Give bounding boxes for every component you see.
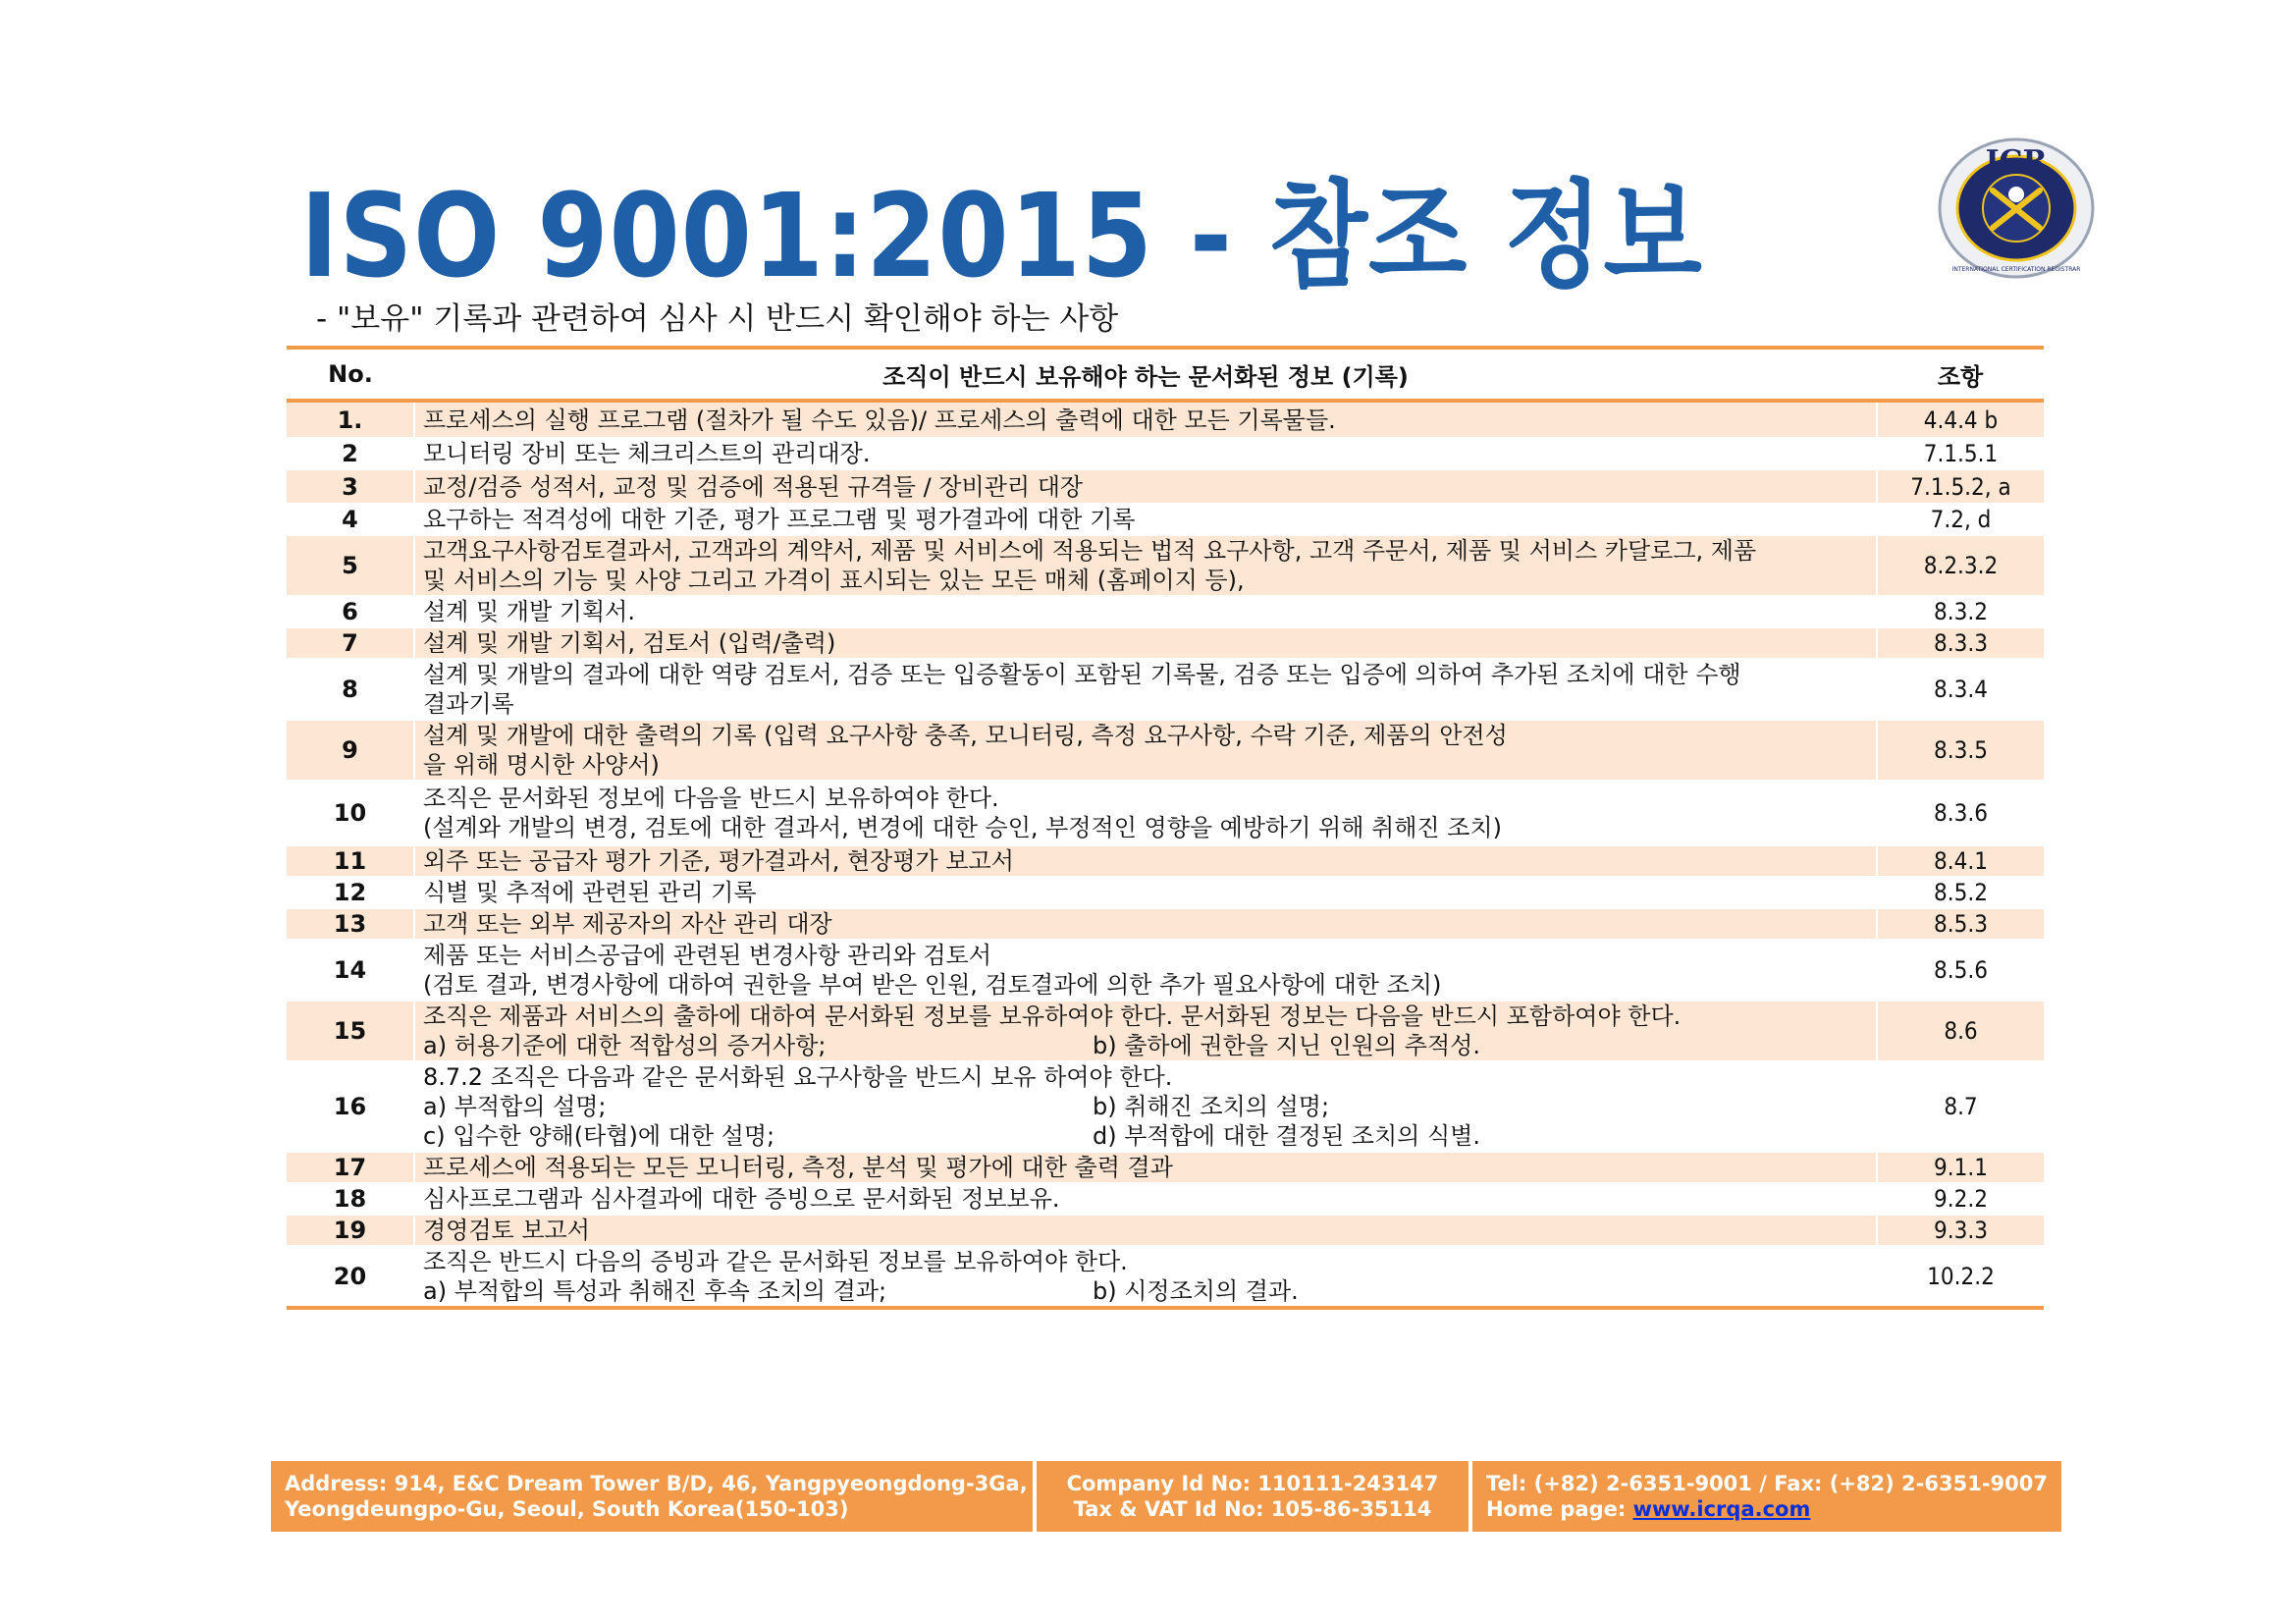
footer-homepage-label: Home page:	[1485, 1497, 1633, 1521]
row-info-item: b) 취해진 조치의 설명;	[1093, 1093, 1330, 1120]
table-row	[287, 845, 2044, 877]
row-info	[414, 401, 1877, 438]
table-row	[287, 438, 2044, 469]
table-row	[287, 469, 2044, 504]
row-info-item: a) 부적합의 설명;	[423, 1093, 607, 1120]
row-info	[414, 1215, 1877, 1246]
row-info-line: 식별 및 추적에 관련된 관리 기록	[423, 879, 757, 906]
row-number: 18	[287, 1183, 414, 1215]
row-clause: 7.2, d	[1877, 504, 2044, 535]
row-info-line: (설계와 개발의 변경, 검토에 대한 결과서, 변경에 대한 승인, 부정적인 영향을 예방하기 위해 취해진 조치)	[423, 814, 1502, 841]
row-clause: 8.3.4	[1877, 659, 2044, 720]
row-info-line: 교정/검증 성적서, 교정 및 검증에 적용된 규격들 / 장비관리 대장	[423, 472, 1084, 501]
footer-address	[271, 1461, 1033, 1532]
logo-ring-text: INTERNATIONAL CERTIFICATION REGISTRAR	[1951, 266, 2081, 273]
row-info	[414, 1061, 1877, 1152]
row-number: 9	[287, 720, 414, 781]
row-number: 8	[287, 659, 414, 720]
row-number: 15	[287, 1001, 414, 1061]
row-clause: 8.5.6	[1877, 940, 2044, 1001]
table-row	[287, 1246, 2044, 1308]
row-clause: 9.2.2	[1877, 1183, 2044, 1215]
row-info	[414, 1001, 1877, 1061]
row-clause: 10.2.2	[1877, 1246, 2044, 1308]
table-row	[287, 1215, 2044, 1246]
row-info-line: 조직은 반드시 다음의 증빙과 같은 문서화된 정보를 보유하여야 한다.	[423, 1248, 1128, 1275]
homepage-link[interactable]: www.icrqa.com	[1632, 1497, 1811, 1521]
row-number: 5	[287, 535, 414, 596]
row-number: 2	[287, 438, 414, 469]
icr-logo	[1932, 134, 2101, 283]
row-info-line: 요구하는 적격성에 대한 기준, 평가 프로그램 및 평가결과에 대한 기록	[423, 506, 1136, 533]
row-info-line: 심사프로그램과 심사결과에 대한 증빙으로 문서화된 정보보유.	[423, 1185, 1060, 1213]
row-info-line: 외주 또는 공급자 평가 기준, 평가결과서, 현장평가 보고서	[423, 847, 1014, 875]
header-info: 조직이 반드시 보유해야 하는 문서화된 정보 (기록)	[414, 348, 1877, 401]
row-clause: 7.1.5.2, a	[1877, 469, 2044, 504]
row-number: 12	[287, 877, 414, 908]
row-info	[414, 1152, 1877, 1183]
row-number: 17	[287, 1152, 414, 1183]
row-info-line: 프로세스에 적용되는 모든 모니터링, 측정, 분석 및 평가에 대한 출력 결과	[423, 1154, 1173, 1181]
row-clause: 8.5.3	[1877, 908, 2044, 940]
row-info	[414, 438, 1877, 469]
table-row	[287, 596, 2044, 627]
footer	[271, 1461, 2061, 1532]
row-info-columns	[423, 1121, 1868, 1151]
row-info	[414, 1183, 1877, 1215]
row-info	[414, 1246, 1877, 1308]
row-number: 11	[287, 845, 414, 877]
row-info	[414, 596, 1877, 627]
row-number: 20	[287, 1246, 414, 1308]
footer-homepage	[1486, 1496, 2048, 1522]
table-row	[287, 908, 2044, 940]
row-info-item: a) 허용기준에 대한 적합성의 증거사항;	[423, 1032, 827, 1059]
row-clause: 8.3.3	[1877, 627, 2044, 659]
row-number: 6	[287, 596, 414, 627]
table-row	[287, 1001, 2044, 1061]
row-clause: 8.6	[1877, 1001, 2044, 1061]
footer-company-id: Company Id No: 110111-243147	[1066, 1472, 1439, 1495]
row-info-line: 설계 및 개발에 대한 출력의 기록 (입력 요구사항 충족, 모니터링, 측정 요구사항, 수락 기준, 제품의 안전성	[423, 722, 1508, 749]
header-no: No.	[287, 348, 414, 401]
page-title: ISO 9001:2015 - 참조 정보	[300, 168, 1703, 303]
row-number: 14	[287, 940, 414, 1001]
row-clause: 8.3.5	[1877, 720, 2044, 781]
row-clause: 7.1.5.1	[1877, 438, 2044, 469]
row-info-line: 프로세스의 실행 프로그램 (절차가 될 수도 있음)/ 프로세스의 출력에 대한 모든 기록물들.	[423, 406, 1336, 434]
footer-company-ids	[1037, 1461, 1468, 1532]
row-info-line: 모니터링 장비 또는 체크리스트의 관리대장.	[423, 440, 871, 467]
row-info-columns	[423, 1031, 1868, 1060]
row-info-line: 8.7.2 조직은 다음과 같은 문서화된 요구사항을 반드시 보유 하여야 한다.	[423, 1063, 1173, 1091]
row-number: 19	[287, 1215, 414, 1246]
row-number: 3	[287, 469, 414, 504]
row-info-item: b) 시정조치의 결과.	[1093, 1277, 1299, 1305]
row-clause: 8.7	[1877, 1061, 2044, 1152]
footer-tax-id: Tax & VAT Id No: 105-86-35114	[1073, 1497, 1432, 1521]
table-row	[287, 781, 2044, 845]
row-info-line: (검토 결과, 변경사항에 대하여 권한을 부여 받은 인원, 검토결과에 의한 추가 필요사항에 대한 조치)	[423, 971, 1442, 999]
header-clause: 조항	[1877, 348, 2044, 401]
row-info-line: 고객요구사항검토결과서, 고객과의 계약서, 제품 및 서비스에 적용되는 법적 요구사항, 고객 주문서, 제품 및 서비스 카달로그, 제품	[423, 537, 1757, 565]
row-info-line: 을 위해 명시한 사양서)	[423, 751, 660, 779]
table-row	[287, 1152, 2044, 1183]
row-info-line: 제품 또는 서비스공급에 관련된 변경사항 관리와 검토서	[423, 942, 992, 969]
row-number: 16	[287, 1061, 414, 1152]
row-info-line: 조직은 제품과 서비스의 출하에 대하여 문서화된 정보를 보유하여야 한다. 문서화된 정보는 다음을 반드시 포함하여야 한다.	[423, 1002, 1682, 1030]
row-clause: 8.2.3.2	[1877, 535, 2044, 596]
row-number: 7	[287, 627, 414, 659]
row-info	[414, 781, 1877, 845]
row-number: 10	[287, 781, 414, 845]
table-row	[287, 1061, 2044, 1152]
footer-tel-fax: Tel: (+82) 2-6351-9001 / Fax: (+82) 2-6351-9007	[1485, 1472, 2048, 1495]
table-row	[287, 535, 2044, 596]
row-clause: 4.4.4 b	[1877, 401, 2044, 438]
row-info-item: a) 부적합의 특성과 취해진 후속 조치의 결과;	[423, 1277, 887, 1305]
row-number: 13	[287, 908, 414, 940]
table-row	[287, 401, 2044, 438]
row-info-item: c) 입수한 양해(타협)에 대한 설명;	[423, 1122, 775, 1150]
row-info-columns	[423, 1092, 1868, 1121]
row-info	[414, 877, 1877, 908]
row-info	[414, 627, 1877, 659]
row-clause: 8.5.2	[1877, 877, 2044, 908]
row-number: 1.	[287, 401, 414, 438]
row-info-item: d) 부적합에 대한 결정된 조치의 식별.	[1093, 1122, 1480, 1150]
row-info-line: 설계 및 개발의 결과에 대한 역량 검토서, 검증 또는 입증활동이 포함된 기록물, 검증 또는 입증에 의하여 추가된 조치에 대한 수행	[423, 661, 1741, 688]
row-info	[414, 469, 1877, 504]
table-row	[287, 1183, 2044, 1215]
row-info-line: 설계 및 개발 기획서.	[423, 598, 635, 625]
row-number: 4	[287, 504, 414, 535]
table-row	[287, 659, 2044, 720]
table-header-row	[287, 348, 2044, 401]
row-info	[414, 504, 1877, 535]
table-row	[287, 504, 2044, 535]
row-info	[414, 940, 1877, 1001]
table-row	[287, 627, 2044, 659]
footer-contact	[1472, 1461, 2061, 1532]
row-clause: 9.3.3	[1877, 1215, 2044, 1246]
logo-text: ICR	[1985, 144, 2048, 179]
row-clause: 9.1.1	[1877, 1152, 2044, 1183]
row-info	[414, 845, 1877, 877]
row-info-item: b) 출하에 권한을 지닌 인원의 추적성.	[1093, 1032, 1480, 1059]
row-info-line: 경영검토 보고서	[423, 1217, 590, 1244]
row-clause: 8.3.2	[1877, 596, 2044, 627]
row-info	[414, 659, 1877, 720]
row-info-line: 설계 및 개발 기획서, 검토서 (입력/출력)	[423, 629, 836, 657]
table-row	[287, 877, 2044, 908]
row-info	[414, 720, 1877, 781]
row-info-columns	[423, 1276, 1868, 1306]
table-body	[287, 401, 2044, 1308]
table-row	[287, 940, 2044, 1001]
row-info	[414, 535, 1877, 596]
row-info	[414, 908, 1877, 940]
row-info-line: 결과기록	[423, 690, 514, 718]
row-clause: 8.3.6	[1877, 781, 2044, 845]
page-subtitle: - "보유" 기록과 관련하여 심사 시 반드시 확인해야 하는 사항	[316, 301, 1119, 337]
table-row	[287, 720, 2044, 781]
row-info-line: 고객 또는 외부 제공자의 자산 관리 대장	[423, 910, 832, 938]
row-clause: 8.4.1	[1877, 845, 2044, 877]
row-info-line: 및 서비스의 기능 및 사양 그리고 가격이 표시되는 있는 모든 매체 (홈페이지 등),	[423, 567, 1245, 594]
footer-address-line1: Address: 914, E&C Dream Tower B/D, 46, Yangpyeongdong-3Ga,	[285, 1472, 1028, 1495]
row-info-line: 조직은 문서화된 정보에 다음을 반드시 보유하여야 한다.	[423, 785, 999, 812]
records-table	[287, 346, 2044, 1310]
footer-address-line2: Yeongdeungpo-Gu, Seoul, South Korea(150-103)	[285, 1497, 849, 1521]
